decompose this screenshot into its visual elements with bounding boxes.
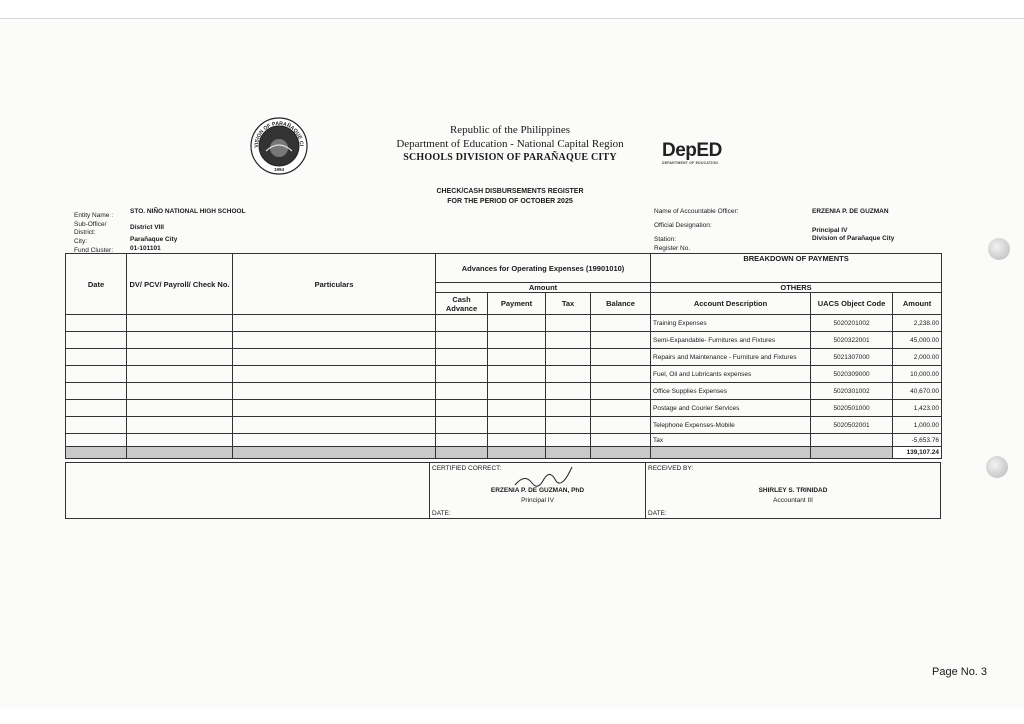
empty-cell xyxy=(591,383,651,400)
fund-cluster-value: 01-101101 xyxy=(130,245,161,252)
certified-position: Principal IV xyxy=(521,497,554,504)
certified-date-label: DATE: xyxy=(432,510,451,517)
table-row xyxy=(66,434,942,447)
svg-text:1994: 1994 xyxy=(273,167,285,172)
empty-cell xyxy=(436,366,488,383)
table-row xyxy=(66,417,942,434)
city-label: City: xyxy=(74,238,87,245)
account-description-cell: Training Expenses xyxy=(651,315,811,332)
officer-label: Name of Accountable Officer: xyxy=(654,208,739,215)
empty-cell xyxy=(233,332,436,349)
empty-cell xyxy=(488,383,546,400)
amount-cell: 1,423.00 xyxy=(893,400,942,417)
empty-cell xyxy=(66,400,127,417)
deped-logo: DepED xyxy=(662,140,722,161)
uacs-code-cell: 5020301002 xyxy=(811,383,893,400)
received-by-block xyxy=(645,462,941,519)
table-row xyxy=(66,400,942,417)
particulars-header: Particulars xyxy=(233,254,436,315)
empty-cell xyxy=(488,349,546,366)
total-row xyxy=(66,447,942,459)
empty-cell xyxy=(127,400,233,417)
amount-cell: 2,238.00 xyxy=(893,315,942,332)
amount-cell: -5,653.76 xyxy=(893,434,942,447)
received-position: Accountant III xyxy=(773,497,813,504)
division-line: SCHOOLS DIVISION OF PARAÑAQUE CITY xyxy=(403,152,617,163)
balance-header: Balance xyxy=(591,293,651,315)
station-label: Station: xyxy=(654,236,677,243)
certified-label: CERTIFIED CORRECT: xyxy=(432,465,502,472)
account-description-cell: Semi-Expandable- Furnitures and Fixtures xyxy=(651,332,811,349)
empty-cell xyxy=(436,417,488,434)
punch-hole-top xyxy=(988,238,1010,260)
empty-cell xyxy=(66,315,127,332)
empty-cell xyxy=(591,315,651,332)
district-value: District VIII xyxy=(130,224,164,231)
amount-cell: 40,670.00 xyxy=(893,383,942,400)
empty-cell xyxy=(546,349,591,366)
empty-cell xyxy=(66,349,127,366)
empty-cell xyxy=(591,434,651,447)
entity-value: STO. NIÑO NATIONAL HIGH SCHOOL xyxy=(130,208,246,215)
payment-header: Payment xyxy=(488,293,546,315)
deped-logo-subtext: DEPARTMENT OF EDUCATION xyxy=(662,161,718,165)
fund-cluster-label: Fund Cluster: xyxy=(74,247,114,254)
empty-cell xyxy=(591,332,651,349)
empty-cell xyxy=(66,434,127,447)
account-description-cell: Office Supplies Expenses xyxy=(651,383,811,400)
empty-cell xyxy=(66,332,127,349)
table-row xyxy=(66,383,942,400)
designation-label: Official Designation: xyxy=(654,222,712,229)
empty-cell xyxy=(546,434,591,447)
page-number: Page No. 3 xyxy=(932,666,988,678)
title-line-2: FOR THE PERIOD OF OCTOBER 2025 xyxy=(447,198,573,205)
uacs-code-cell xyxy=(811,434,893,447)
advances-header: Advances for Operating Expenses (19901010) xyxy=(436,254,651,283)
amount-cell: 45,000.00 xyxy=(893,332,942,349)
empty-cell xyxy=(488,332,546,349)
account-description-cell: Repairs and Maintenance - Furniture and Fixtures xyxy=(651,349,811,366)
empty-cell xyxy=(127,332,233,349)
amount-cell: 1,000.00 xyxy=(893,417,942,434)
empty-cell xyxy=(546,366,591,383)
empty-cell xyxy=(127,417,233,434)
disbursements-register-table xyxy=(65,253,942,459)
district-label: District: xyxy=(74,229,96,236)
table-row xyxy=(66,366,942,383)
table-row xyxy=(66,315,942,332)
empty-cell xyxy=(436,383,488,400)
others-header: OTHERS xyxy=(651,283,942,293)
amount-cell: 10,000.00 xyxy=(893,366,942,383)
designation-value: Principal IV xyxy=(812,227,848,234)
uacs-code-cell: 5020322001 xyxy=(811,332,893,349)
svg-text:DIVISION OF PARAÑAQUE CITY: VISION OF PARAÑAQUE CI xyxy=(253,120,305,148)
table-row xyxy=(66,332,942,349)
empty-cell xyxy=(546,332,591,349)
empty-cell xyxy=(546,400,591,417)
empty-cell xyxy=(488,366,546,383)
empty-cell xyxy=(127,366,233,383)
station-value: Division of Parañaque City xyxy=(812,235,895,242)
page-edge xyxy=(0,18,1024,19)
amount-cell: 2,000.00 xyxy=(893,349,942,366)
empty-cell xyxy=(546,315,591,332)
account-description-cell: Fuel, Oil and Lubricants expenses xyxy=(651,366,811,383)
account-description-cell: Postage and Courier Services xyxy=(651,400,811,417)
uacs-code-header: UACS Object Code xyxy=(811,293,893,315)
tax-header: Tax xyxy=(546,293,591,315)
uacs-code-cell: 5020201002 xyxy=(811,315,893,332)
entity-label: Entity Name : xyxy=(74,212,114,219)
empty-cell xyxy=(127,434,233,447)
register-no-label: Register No. xyxy=(654,245,691,252)
account-description-header: Account Description xyxy=(651,293,811,315)
empty-cell xyxy=(488,434,546,447)
empty-cell xyxy=(591,400,651,417)
empty-cell xyxy=(233,434,436,447)
empty-cell xyxy=(66,366,127,383)
city-value: Parañaque City xyxy=(130,236,178,243)
certified-correct-block xyxy=(429,462,646,519)
empty-cell xyxy=(546,417,591,434)
uacs-code-cell: 5021307000 xyxy=(811,349,893,366)
blank-signature-area xyxy=(65,462,430,519)
register-title xyxy=(380,187,640,207)
empty-cell xyxy=(591,349,651,366)
empty-cell xyxy=(233,315,436,332)
division-seal-logo xyxy=(250,117,308,175)
uacs-code-cell: 5020501000 xyxy=(811,400,893,417)
empty-cell xyxy=(488,400,546,417)
empty-cell xyxy=(66,417,127,434)
empty-cell xyxy=(233,417,436,434)
certified-name: ERZENIA P. DE GUZMAN, PhD xyxy=(490,487,585,494)
empty-cell xyxy=(127,349,233,366)
empty-cell xyxy=(233,366,436,383)
table-row xyxy=(66,349,942,366)
empty-cell xyxy=(233,349,436,366)
letterhead xyxy=(360,123,660,165)
empty-cell xyxy=(436,434,488,447)
account-description-cell: Telephone Expenses-Mobile xyxy=(651,417,811,434)
empty-cell xyxy=(436,349,488,366)
breakdown-header: BREAKDOWN OF PAYMENTS xyxy=(651,254,942,283)
title-line-1: CHECK/CASH DISBURSEMENTS REGISTER xyxy=(436,188,584,195)
officer-value: ERZENIA P. DE GUZMAN xyxy=(812,208,889,215)
amount-header: Amount xyxy=(436,283,651,293)
empty-cell xyxy=(127,383,233,400)
received-label: RECEIVED BY: xyxy=(648,465,694,472)
account-description-cell: Tax xyxy=(651,434,811,447)
empty-cell xyxy=(66,383,127,400)
date-header: Date xyxy=(66,254,127,315)
empty-cell xyxy=(546,383,591,400)
republic-line: Republic of the Philippines xyxy=(449,124,571,136)
empty-cell xyxy=(436,315,488,332)
received-name: SHIRLEY S. TRINIDAD xyxy=(758,487,828,494)
empty-cell xyxy=(127,315,233,332)
total-amount: 139,107.24 xyxy=(893,447,942,459)
cash-advance-header: Cash Advance xyxy=(436,293,488,315)
empty-cell xyxy=(436,332,488,349)
amount2-header: Amount xyxy=(893,293,942,315)
uacs-code-cell: 5020502001 xyxy=(811,417,893,434)
empty-cell xyxy=(488,417,546,434)
received-date-label: DATE: xyxy=(648,510,667,517)
empty-cell xyxy=(591,417,651,434)
dv-header: DV/ PCV/ Payroll/ Check No. xyxy=(127,254,233,315)
empty-cell xyxy=(488,315,546,332)
empty-cell xyxy=(233,400,436,417)
uacs-code-cell: 5020309000 xyxy=(811,366,893,383)
department-line: Department of Education - National Capital Region xyxy=(396,138,624,150)
empty-cell xyxy=(591,366,651,383)
empty-cell xyxy=(233,383,436,400)
suboffice-label: Sub-Office/ xyxy=(74,221,107,228)
empty-cell xyxy=(436,400,488,417)
punch-hole-bottom xyxy=(986,456,1008,478)
